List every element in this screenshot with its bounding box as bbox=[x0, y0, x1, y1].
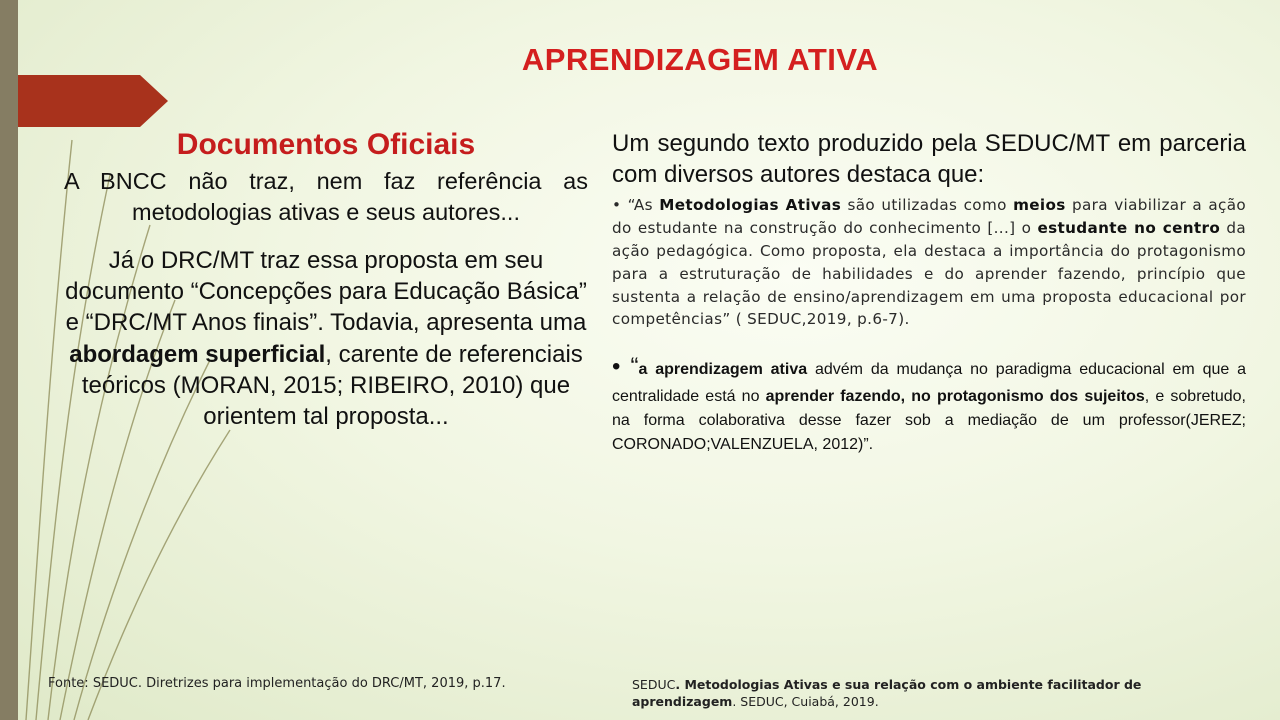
title-ribbon bbox=[18, 75, 168, 127]
quote-text: advém da mudança no paradigma educacional em que a centralidade está no bbox=[612, 361, 1247, 406]
left-column bbox=[64, 128, 588, 432]
source-bold: . Metodologias Ativas e sua relação com o ambiente facilitador de aprendizagem bbox=[632, 677, 1142, 709]
bullet-marker: • “ bbox=[612, 353, 639, 381]
quote-bullet-2 bbox=[612, 349, 1246, 457]
quote-bold: Metodologias Ativas bbox=[659, 196, 842, 215]
drc-text: Já o DRC/MT traz essa proposta em seu documento “Concepções para Educação Básica” e “DRC/MT Anos finais”. Todavia, apresenta uma bbox=[65, 247, 587, 337]
quote-bold: aprender fazendo, no protagonismo dos sujeitos bbox=[765, 388, 1145, 406]
quote-text: “As bbox=[621, 196, 660, 215]
page-title: APRENDIZAGEM ATIVA bbox=[521, 42, 879, 77]
quote-bullet-1 bbox=[612, 194, 1246, 331]
source-text: SEDUC bbox=[632, 677, 676, 692]
drc-paragraph bbox=[64, 245, 588, 432]
right-column bbox=[612, 128, 1246, 457]
drc-text-end: , carente de referenciais teóricos (MORAN, 2015; RIBEIRO, 2010) que orientem tal proposta... bbox=[81, 340, 583, 431]
bncc-paragraph: A BNCC não traz, nem faz referência as metodologias ativas e seus autores... bbox=[64, 168, 588, 225]
seduc-intro: Um segundo texto produzido pela SEDUC/MT em parceria com diversos autores destaca que: bbox=[612, 130, 1246, 189]
quote-text: são utilizadas como bbox=[841, 196, 1014, 215]
quote-bold: a aprendizagem ativa bbox=[638, 361, 808, 379]
quote-text: da ação pedagógica. Como proposta, ela destaca a importância do protagonismo para a estruturação de habilidades e do aprender fazendo, princípio que sustenta a relação de ensino/aprendizagem em uma proposta educacional por competências” ( SEDUC,2019, p.6-7). bbox=[612, 219, 1247, 329]
quote-bold: estudante no centro bbox=[1037, 219, 1221, 238]
source-left: Fonte: SEDUC. Diretrizes para implementação do DRC/MT, 2019, p.17. bbox=[48, 676, 506, 691]
bullet-marker: • bbox=[612, 196, 622, 215]
drc-emphasis: abordagem superficial bbox=[69, 340, 326, 368]
section-subtitle: Documentos Oficiais bbox=[176, 128, 476, 161]
quote-bold: meios bbox=[1013, 196, 1066, 215]
source-right bbox=[632, 677, 1232, 711]
source-text: . SEDUC, Cuiabá, 2019. bbox=[732, 693, 879, 709]
quote-text: , e sobretudo, na forma colaborativa desse fazer sob a mediação de um professor(JEREZ; CORONADO;VALENZUELA, 2012)”. bbox=[612, 388, 1247, 454]
quote-text: para viabilizar a ação do estudante na construção do conhecimento [...] o bbox=[612, 196, 1247, 238]
